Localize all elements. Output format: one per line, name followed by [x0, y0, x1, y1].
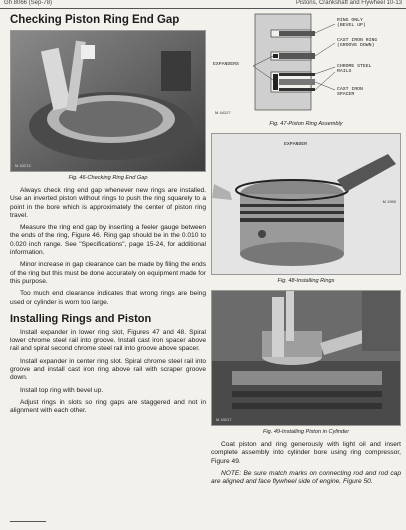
- paragraph-check-gap: Always check ring end gap whenever new rings are installed. Use an inverted piston without rings to push the ring squarely to a point in the bore which is approximately the center of piston ring travel.: [10, 187, 206, 219]
- label-chrome-steel-rails: CHROME STEEL RAILS: [337, 64, 372, 75]
- fig46-caption: Fig. 46-Checking Ring End Gap: [68, 175, 148, 181]
- fig46-illustration: [11, 31, 205, 171]
- paragraph-minor-increase: Minor increase in gap clearance can be made by filing the ends of the ring but this must be done accurately on equipment made for this purpose.: [10, 261, 206, 285]
- header-section-title: Pistons, Crankshaft and Flywheel 10-13: [295, 0, 402, 6]
- left-column: [10, 10, 206, 420]
- section-title-ring-end-gap: Checking Piston Ring End Gap: [10, 14, 180, 26]
- note-match-marks: NOTE: Be sure match marks on connecting rod and rod cap are aligned and face flywheel side of engine, Figure 50.: [211, 469, 401, 486]
- fig48-code: M 1990: [382, 199, 396, 204]
- paragraph-too-much-clearance: Too much end clearance indicates that wrong rings are being used or cylinder is worn too large.: [10, 290, 206, 306]
- paragraph-adjust-rings: Adjust rings in slots so ring gaps are staggered and not in alignment with each other.: [10, 398, 206, 415]
- paragraph-measure-gap: Measure the ring end gap by inserting a feeler gauge between the ends of the ring, Figure 46. Ring gap should be in the 0.010 to 0.020 inch range. See "Specifications", page 15-24, for additional information.: [10, 224, 206, 257]
- paragraph-install-lower: Install expander in lower ring slot, Figures 47 and 48. Spiral lower chrome steel rail into groove. Install cast iron spacer above rail and spiral second chrome steel rail into groove above spacer.: [10, 328, 206, 353]
- fig46-code: M 43213: [15, 163, 31, 168]
- fig48-illustration: [212, 134, 400, 274]
- paragraph-coat-piston: Coat piston and ring generously with light oil and insert complete assembly into cylinder bore using ring compressor, Figure 49.: [211, 441, 401, 465]
- fig47-diagram: [211, 10, 399, 118]
- label-cast-iron-ring: CAST IRON RING (GROOVE DOWN): [337, 38, 378, 49]
- paragraph-install-top: Install top ring with bevel up.: [20, 386, 104, 394]
- fig49-illustration: [212, 291, 400, 425]
- header-manual-id: Gh 8066 (Sep-78): [4, 0, 53, 6]
- header-rule: [0, 8, 406, 9]
- label-expander: EXPANDER: [284, 142, 308, 147]
- fig47-caption: Fig. 47-Piston Ring Assembly: [269, 121, 343, 127]
- footer-rule: [10, 521, 46, 522]
- section-title-installing-rings: Installing Rings and Piston: [10, 312, 152, 325]
- fig49-photo: [211, 290, 401, 426]
- label-expanders: EXPANDERS: [213, 62, 239, 67]
- fig48-photo: [211, 133, 401, 275]
- fig47-code: M 44127: [215, 110, 231, 115]
- fig49-caption: Fig. 49-Installing Piston in Cylinder: [262, 429, 350, 435]
- right-column: [211, 10, 401, 490]
- label-ring-only: RING ONLY (BEVEL UP): [337, 18, 366, 29]
- label-cast-iron-spacer: CAST IRON SPACER: [337, 87, 363, 98]
- fig49-code: M 43217: [216, 417, 232, 422]
- fig46-photo: [10, 30, 206, 172]
- paragraph-install-center: Install expander in center ring slot. Spiral chrome steel rail into groove and install cast iron ring above rail with scraper groove down.: [10, 357, 206, 382]
- fig48-caption: Fig. 48-Installing Rings: [277, 278, 335, 284]
